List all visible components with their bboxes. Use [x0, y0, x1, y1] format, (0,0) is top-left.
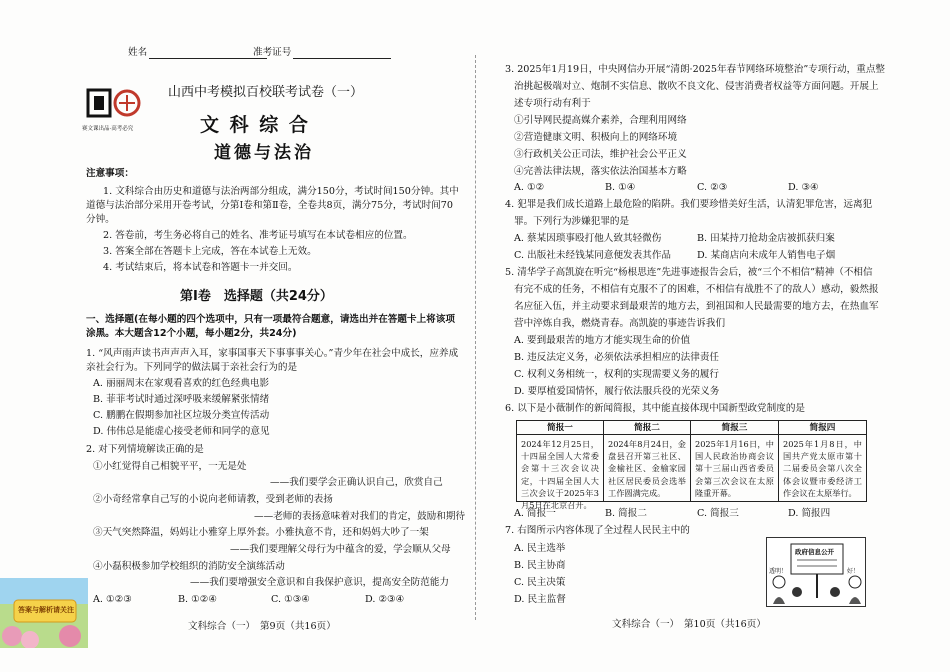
note-line: 4. 考试结束后，将本试卷和答题卡一并交回。 [103, 262, 298, 273]
notes-title: 注意事项： [86, 168, 134, 179]
publisher-logo-icon [86, 88, 144, 122]
q7-option-d[interactable]: D. 民主监督 [514, 594, 566, 605]
brief-title: 简报四 [779, 421, 866, 435]
note-line: 道德与法治部分采用开卷考试，分第Ⅰ卷和第Ⅱ卷，全卷共8页，满分75分，考试时间70 [86, 200, 454, 211]
q5-option-d[interactable]: D. 要厚植爱国情怀，履行依法服兵役的光荣义务 [514, 386, 720, 397]
section-intro: 一、选择题(在每小题的四个选项中，只有一项最符合题意，请选出并在答题卡上将该项 [86, 314, 455, 325]
q6-option-c[interactable]: C. 简报三 [697, 508, 739, 519]
q2-scenario: ①小红觉得自己相貌平平，一无是处 [93, 461, 247, 472]
q5-stem: 名应征入伍，并主动要求到最艰苦的地方去，到祖国和人民最需要的地方去，在热血军 [514, 301, 879, 312]
promo-corner-text: 答案与解析请关注 [18, 606, 74, 614]
q2-option-a[interactable]: A. ①②③ [93, 594, 132, 605]
q3-item: ③行政机关公正司法，维护社会公平正义 [514, 149, 687, 160]
q5-stem: 营中淬炼自我，燃烧青春。高凯旋的事迹告诉我们 [514, 318, 726, 329]
section-intro: 涂黑。本大题含12个小题，每小题2分，共24分) [86, 328, 297, 339]
q7-option-c[interactable]: C. 民主决策 [514, 577, 566, 588]
q7-option-b[interactable]: B. 民主协商 [514, 560, 566, 571]
q1-option-b[interactable]: B. 菲菲考试时通过深呼吸来缓解紧张情绪 [93, 394, 270, 405]
footer-page-10: 文科综合（一） 第10页（共16页） [612, 619, 766, 630]
brief-3 [691, 421, 779, 501]
brief-4 [779, 421, 866, 501]
brief-2 [604, 421, 691, 501]
q4-stem: 4. 犯罪是我们成长道路上最危险的陷阱。我们要珍惜美好生活，认清犯罪危害，远离犯 [505, 199, 873, 210]
cartoon-board-text: 政府信息公开 [795, 548, 834, 556]
name-field: 姓名 [128, 46, 267, 59]
exam-number-field: 准考证号 [253, 46, 391, 59]
q7-stem: 7. 右图所示内容体现了全过程人民民主中的 [505, 525, 690, 536]
q2-scenario: ④小磊积极参加学校组织的消防安全演练活动 [93, 561, 285, 572]
q6-option-a[interactable]: A. 简报一 [514, 508, 556, 519]
q2-scenario: ③天气突然降温，妈妈让小雅穿上厚外套。小雅执意不肯，还和妈妈大吵了一架 [93, 527, 429, 538]
q4-option-b[interactable]: B. 田某持刀抢劫金店被抓获归案 [697, 233, 835, 244]
q2-option-d[interactable]: D. ②③④ [365, 594, 405, 605]
exam-title: 山西中考模拟百校联考试卷（一） [168, 85, 364, 100]
brief-body: 2025年1月8日，中国共产党太原市第十二届委员会第八次全体会议暨市委经济工作会议在太原举行。 [783, 439, 862, 498]
q3-option-b[interactable]: B. ①④ [605, 182, 636, 193]
note-line: 2. 答卷前，考生务必将自己的姓名、准考证号填写在本试卷相应的位置。 [103, 230, 413, 241]
q5-stem: 5. 清华学子高凯旋在听完“杨根思连”先进事迹报告会后，被“三个不相信”精神（不相信 [505, 267, 873, 278]
q5-option-c[interactable]: C. 权利义务相统一，权利的实现需要义务的履行 [514, 369, 719, 380]
brief-1 [517, 421, 604, 511]
q3-option-d[interactable]: D. ③④ [788, 182, 819, 193]
q7-option-a[interactable]: A. 民主选举 [514, 543, 566, 554]
q4-stem: 罪。下列行为涉嫌犯罪的是 [514, 216, 630, 227]
brief-body: 2024年8月24日，金盘县召开第三社区、金榆社区、金榆家园社区居民委员会选举工作圆满完成。 [608, 439, 686, 498]
q2-option-b[interactable]: B. ①②④ [178, 594, 217, 605]
q3-stem: 3. 2025年1月19日，中央网信办开展“清朗·2025年春节网络环境整治”专项行动，重点整 [505, 64, 886, 75]
q1-option-c[interactable]: C. 鹏鹏在假期参加社区垃圾分类宣传活动 [93, 410, 270, 421]
q1-stem: 1. “风声雨声读书声声声入耳，家事国事天下事事事关心。”青少年在社会中成长，应养成 [86, 348, 459, 359]
q3-item: ④完善法律法规，落实依法治国基本方略 [514, 166, 687, 177]
brief-title: 简报一 [517, 421, 603, 435]
q1-option-d[interactable]: D. 伟伟总是能虚心接受老师和同学的意见 [93, 426, 270, 437]
q3-stem: 治挑起极端对立、炮制不实信息、散吹不良文化、侵害消费者权益等方面问题。开展上 [514, 81, 879, 92]
logo-caption: 赛文课出品·高考必究 [82, 126, 134, 132]
q2-reading: ——我们要增强安全意识和自我保护意识，提高安全防范能力 [190, 577, 450, 588]
q2-reading: ——我们要理解父母行为中蕴含的爱，学会顺从父母 [230, 544, 451, 555]
section-title: 第Ⅰ卷 选择题（共24分） [180, 289, 333, 304]
brief-title: 简报三 [691, 421, 778, 435]
democracy-cartoon [766, 537, 866, 607]
q4-option-d[interactable]: D. 某商店向未成年人销售电子烟 [697, 250, 836, 261]
news-briefs-table [516, 420, 867, 511]
q3-stem: 述专项行动有利于 [514, 98, 591, 109]
q4-option-a[interactable]: A. 蔡某因琐事殴打他人致其轻微伤 [514, 233, 662, 244]
q3-item: ①引导网民提高媒介素养，合理利用网络 [514, 115, 687, 126]
q3-option-c[interactable]: C. ②③ [697, 182, 728, 193]
q6-option-d[interactable]: D. 简报四 [788, 508, 831, 519]
q6-stem: 6. 以下是小薇制作的新闻简报，其中能直接体现中国新型政党制度的是 [505, 403, 806, 414]
subject-title: 文 科 综 合 [200, 114, 310, 136]
note-line: 1. 文科综合由历史和道德与法治两部分组成，满分150分，考试时间150分钟。其中 [103, 186, 459, 197]
q4-option-c[interactable]: C. 出版社未经钱某同意便发表其作品 [514, 250, 672, 261]
cartoon-speech-right: 好！ [847, 568, 860, 575]
q2-reading: ——老师的表扬意味着对我们的肯定，鼓励和期待 [254, 511, 466, 522]
q2-option-c[interactable]: C. ①③④ [271, 594, 310, 605]
q2-reading: ——我们要学会正确认识自己，欣赏自己 [270, 477, 443, 488]
q6-option-b[interactable]: B. 简报二 [605, 508, 647, 519]
note-line: 分钟。 [86, 214, 115, 225]
note-line: 3. 答案全部在答题卡上完成，答在本试卷上无效。 [103, 246, 317, 257]
q3-option-a[interactable]: A. ①② [514, 182, 545, 193]
page-divider [475, 55, 476, 620]
q2-stem: 2. 对下列情境解读正确的是 [86, 444, 204, 455]
q5-option-b[interactable]: B. 违反法定义务，必须依法承担相应的法律责任 [514, 352, 720, 363]
promo-corner-image [0, 578, 88, 648]
footer-page-9: 文科综合（一） 第9页（共16页） [188, 621, 336, 632]
q1-option-a[interactable]: A. 丽丽周末在家观看喜欢的红色经典电影 [93, 378, 270, 389]
q5-option-a[interactable]: A. 要到最艰苦的地方才能实现生命的价值 [514, 335, 691, 346]
brief-body: 2025年1月16日，中国人民政治协商会议第十三届山西省委员会第三次会议在太原隆重开幕。 [695, 439, 774, 498]
q3-item: ②营造健康文明、积极向上的网络环境 [514, 132, 678, 143]
q2-scenario: ②小奇经常拿自己写的小说向老师请教，受到老师的表扬 [93, 494, 333, 505]
cartoon-speech-left: 透明！ [769, 568, 788, 575]
brief-title: 简报二 [604, 421, 690, 435]
q1-stem: 亲社会行为。下列同学的做法属于亲社会行为的是 [86, 362, 298, 373]
brief-body: 2024年12月25日，十四届全国人大常委会第十三次会议决定，十四届全国人大三次会议于2025年3月5日在北京召开。 [521, 439, 599, 511]
q5-stem: 有完不成的任务，不相信有克服不了的困难，不相信有战胜不了的敌人）感动，毅然报 [514, 284, 879, 295]
sub-subject-title: 道德与法治 [214, 143, 314, 163]
